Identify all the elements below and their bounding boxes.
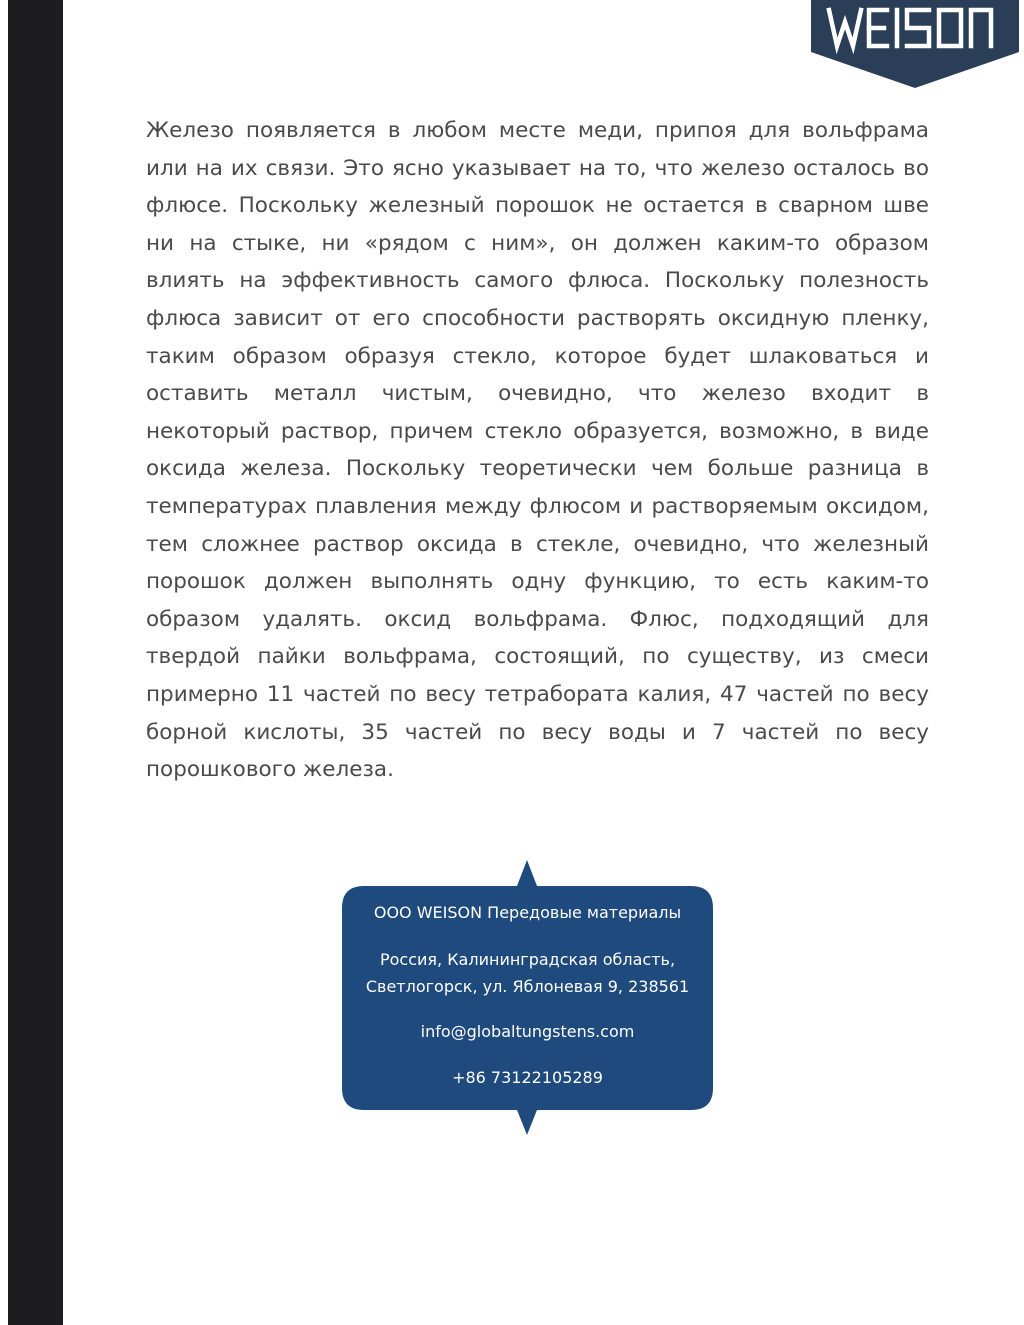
weison-logo — [811, 0, 1019, 92]
contact-card-background — [342, 860, 713, 1135]
contact-phone[interactable]: +86 73122105289 — [452, 1068, 603, 1087]
logo-badge — [811, 0, 1019, 92]
body-paragraph: Железо появляется в любом месте меди, припоя для вольфрама или на их связи. Это ясно указывает на то, что железо осталось во флюсе. Поскольку железный порошок не остается в сварном шве ни на стыке, ни «рядом с ним», он должен каким-то образом влиять на эффективность самого флюса. Поскольку полезность флюса зависит от его способности растворять оксидную пленку, таким образом образуя стекло, которое будет шлаковаться и оставить металл чистым, очевидно, что железо входит в некоторый раствор, причем стекло образуется, возможно, в виде оксида железа. Поскольку теоретически чем больше разница в температурах плавления между флюсом и растворяемым оксидом, тем сложнее раствор оксида в стекле, очевидно, что железный порошок должен выполнять одну функцию, то есть каким-то образом удалять. оксид вольфрама. Флюс, подходящий для твердой пайки вольфрама, состоящий, по существу, из смеси примерно 11 частей по весу тетрабората калия, 47 частей по весу борной кислоты, 35 частей по весу воды и 7 частей по весу порошкового железа. — [146, 118, 929, 783]
contact-email[interactable]: info@globaltungstens.com — [420, 1022, 635, 1041]
left-sidebar-bar — [8, 0, 63, 1325]
contact-company: ООО WEISON Передовые материалы — [373, 903, 682, 922]
contact-address-line2: Светлогорск, ул. Яблоневая 9, 238561 — [365, 977, 690, 996]
contact-card — [342, 860, 713, 1135]
contact-address-line1: Россия, Калининградская область, — [379, 950, 676, 969]
